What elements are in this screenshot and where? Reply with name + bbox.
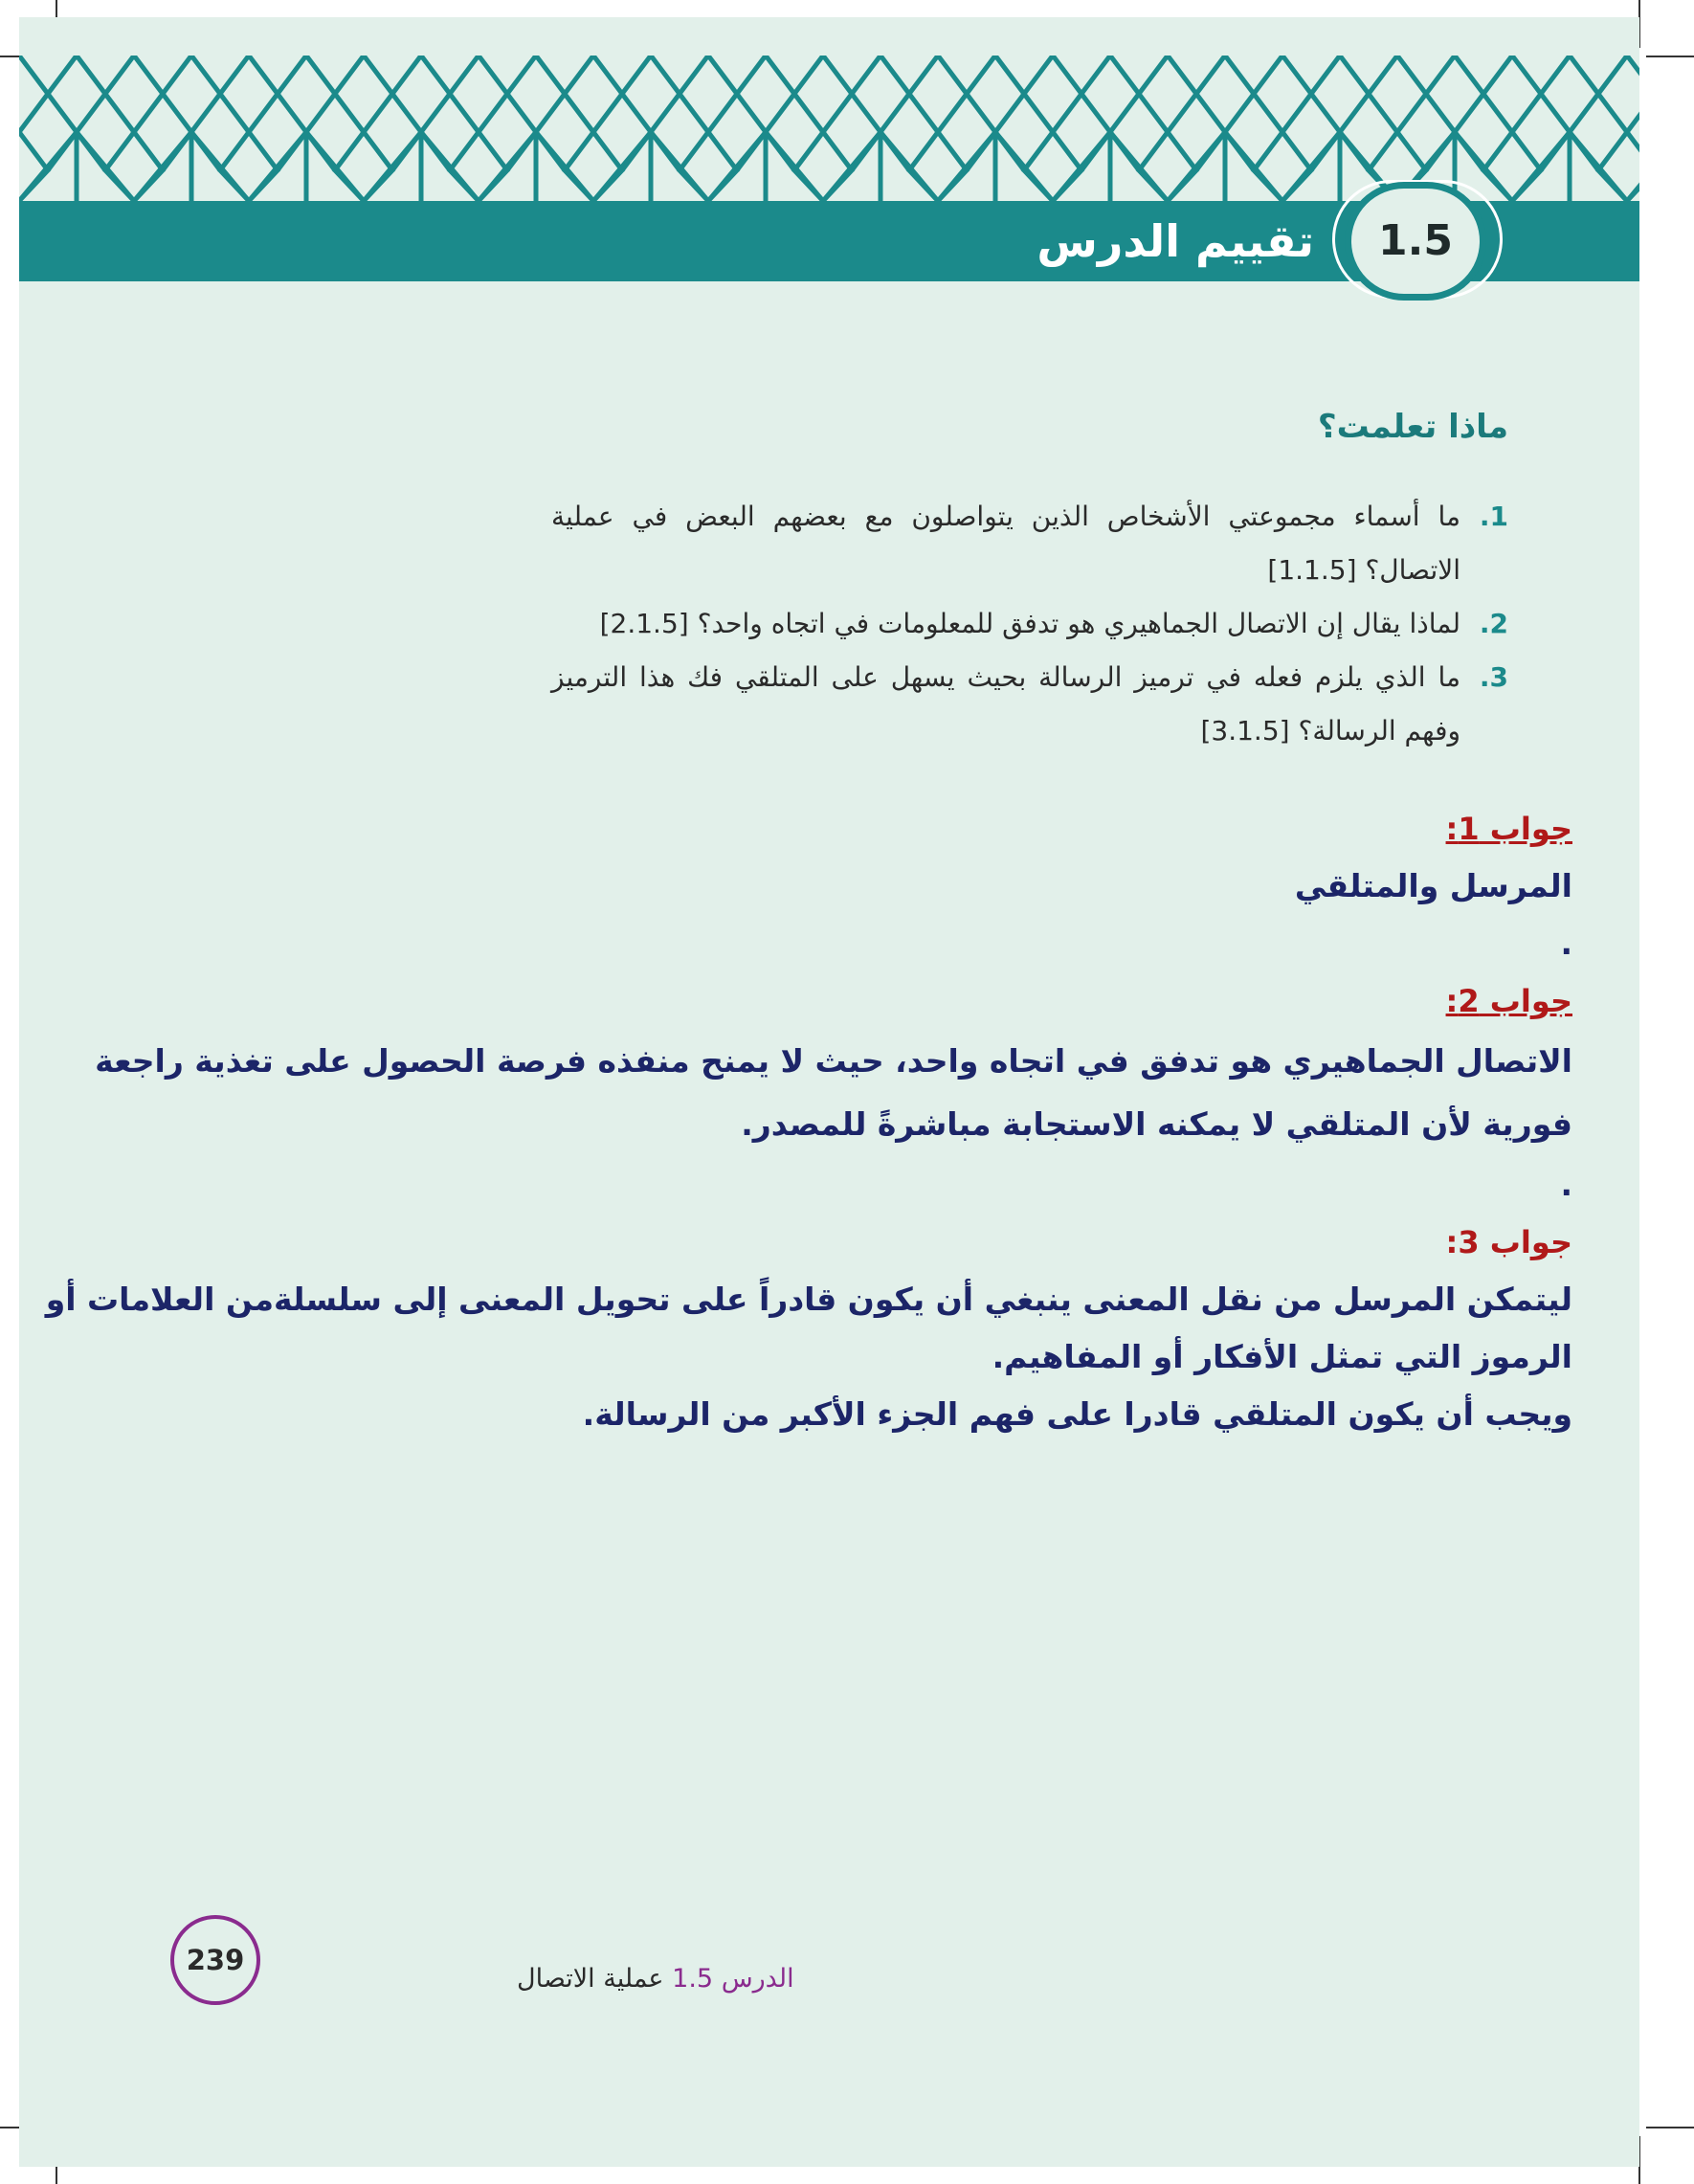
questions-heading: ماذا تعلمت؟: [1317, 408, 1508, 446]
page-number: 239: [170, 1915, 260, 2005]
question-number: 3.: [1479, 661, 1508, 693]
lesson-title: تقييم الدرس: [1036, 215, 1314, 267]
answers-block: [41, 800, 1572, 1443]
answer-3-text-1: ليتمكن المرسل من نقل المعنى ينبغي أن يكون قادراً على تحويل المعنى إلى سلسلةمن العلامات أو الرموز التي تمثل الأفكار أو المفاهيم.: [45, 1281, 1572, 1375]
answer-3-label: جواب 3:: [1445, 1224, 1572, 1260]
question-ref: [2.1.5]: [599, 608, 689, 639]
question-item: [551, 651, 1508, 758]
footer-lesson-word: الدرس: [721, 1964, 794, 1994]
answer-1-dot: .: [1560, 925, 1572, 962]
footer-lesson-number: 1.5: [672, 1964, 714, 1994]
lesson-number-badge: 1.5: [1345, 182, 1486, 301]
question-text: ما الذي يلزم فعله في ترميز الرسالة بحيث يسهل على المتلقي فك هذا الترميز وفهم الرسالة؟: [551, 661, 1460, 747]
answer-3-text-2: ويجب أن يكون المتلقي قادرا على فهم الجزء الأكبر من الرسالة.: [582, 1395, 1572, 1433]
question-number: 2.: [1479, 608, 1508, 639]
question-list: [551, 490, 1508, 758]
question-text: ما أسماء مجموعتي الأشخاص الذين يتواصلون مع بعضهم البعض في عملية الاتصال؟: [551, 501, 1460, 586]
question-ref: [1.1.5]: [1267, 554, 1357, 586]
answer-2-dot: .: [1560, 1166, 1572, 1203]
footer-lesson-title: عملية الاتصال: [517, 1964, 664, 1994]
answer-2-text: الاتصال الجماهيري هو تدفق في اتجاه واحد، حيث لا يمنح منفذه فرصة الحصول على تغذية راجعة فورية لأن المتلقي لا يمكنه الاستجابة مباشرةً للمصدر.: [95, 1042, 1572, 1143]
question-item: [551, 490, 1508, 597]
question-item: [551, 597, 1508, 651]
question-ref: [3.1.5]: [1200, 715, 1290, 747]
answer-1-text: المرسل والمتلقي: [1294, 867, 1572, 904]
answer-2-label: جواب 2:: [1445, 983, 1572, 1019]
crop-mark: [1646, 2127, 1694, 2128]
textbook-page: [19, 17, 1639, 2167]
footer-lesson-caption: [517, 1964, 794, 1994]
crop-mark: [1646, 56, 1694, 57]
question-text: لماذا يقال إن الاتصال الجماهيري هو تدفق للمعلومات في اتجاه واحد؟: [697, 608, 1460, 639]
answer-1-label: جواب 1:: [1445, 811, 1572, 847]
question-number: 1.: [1479, 501, 1508, 532]
